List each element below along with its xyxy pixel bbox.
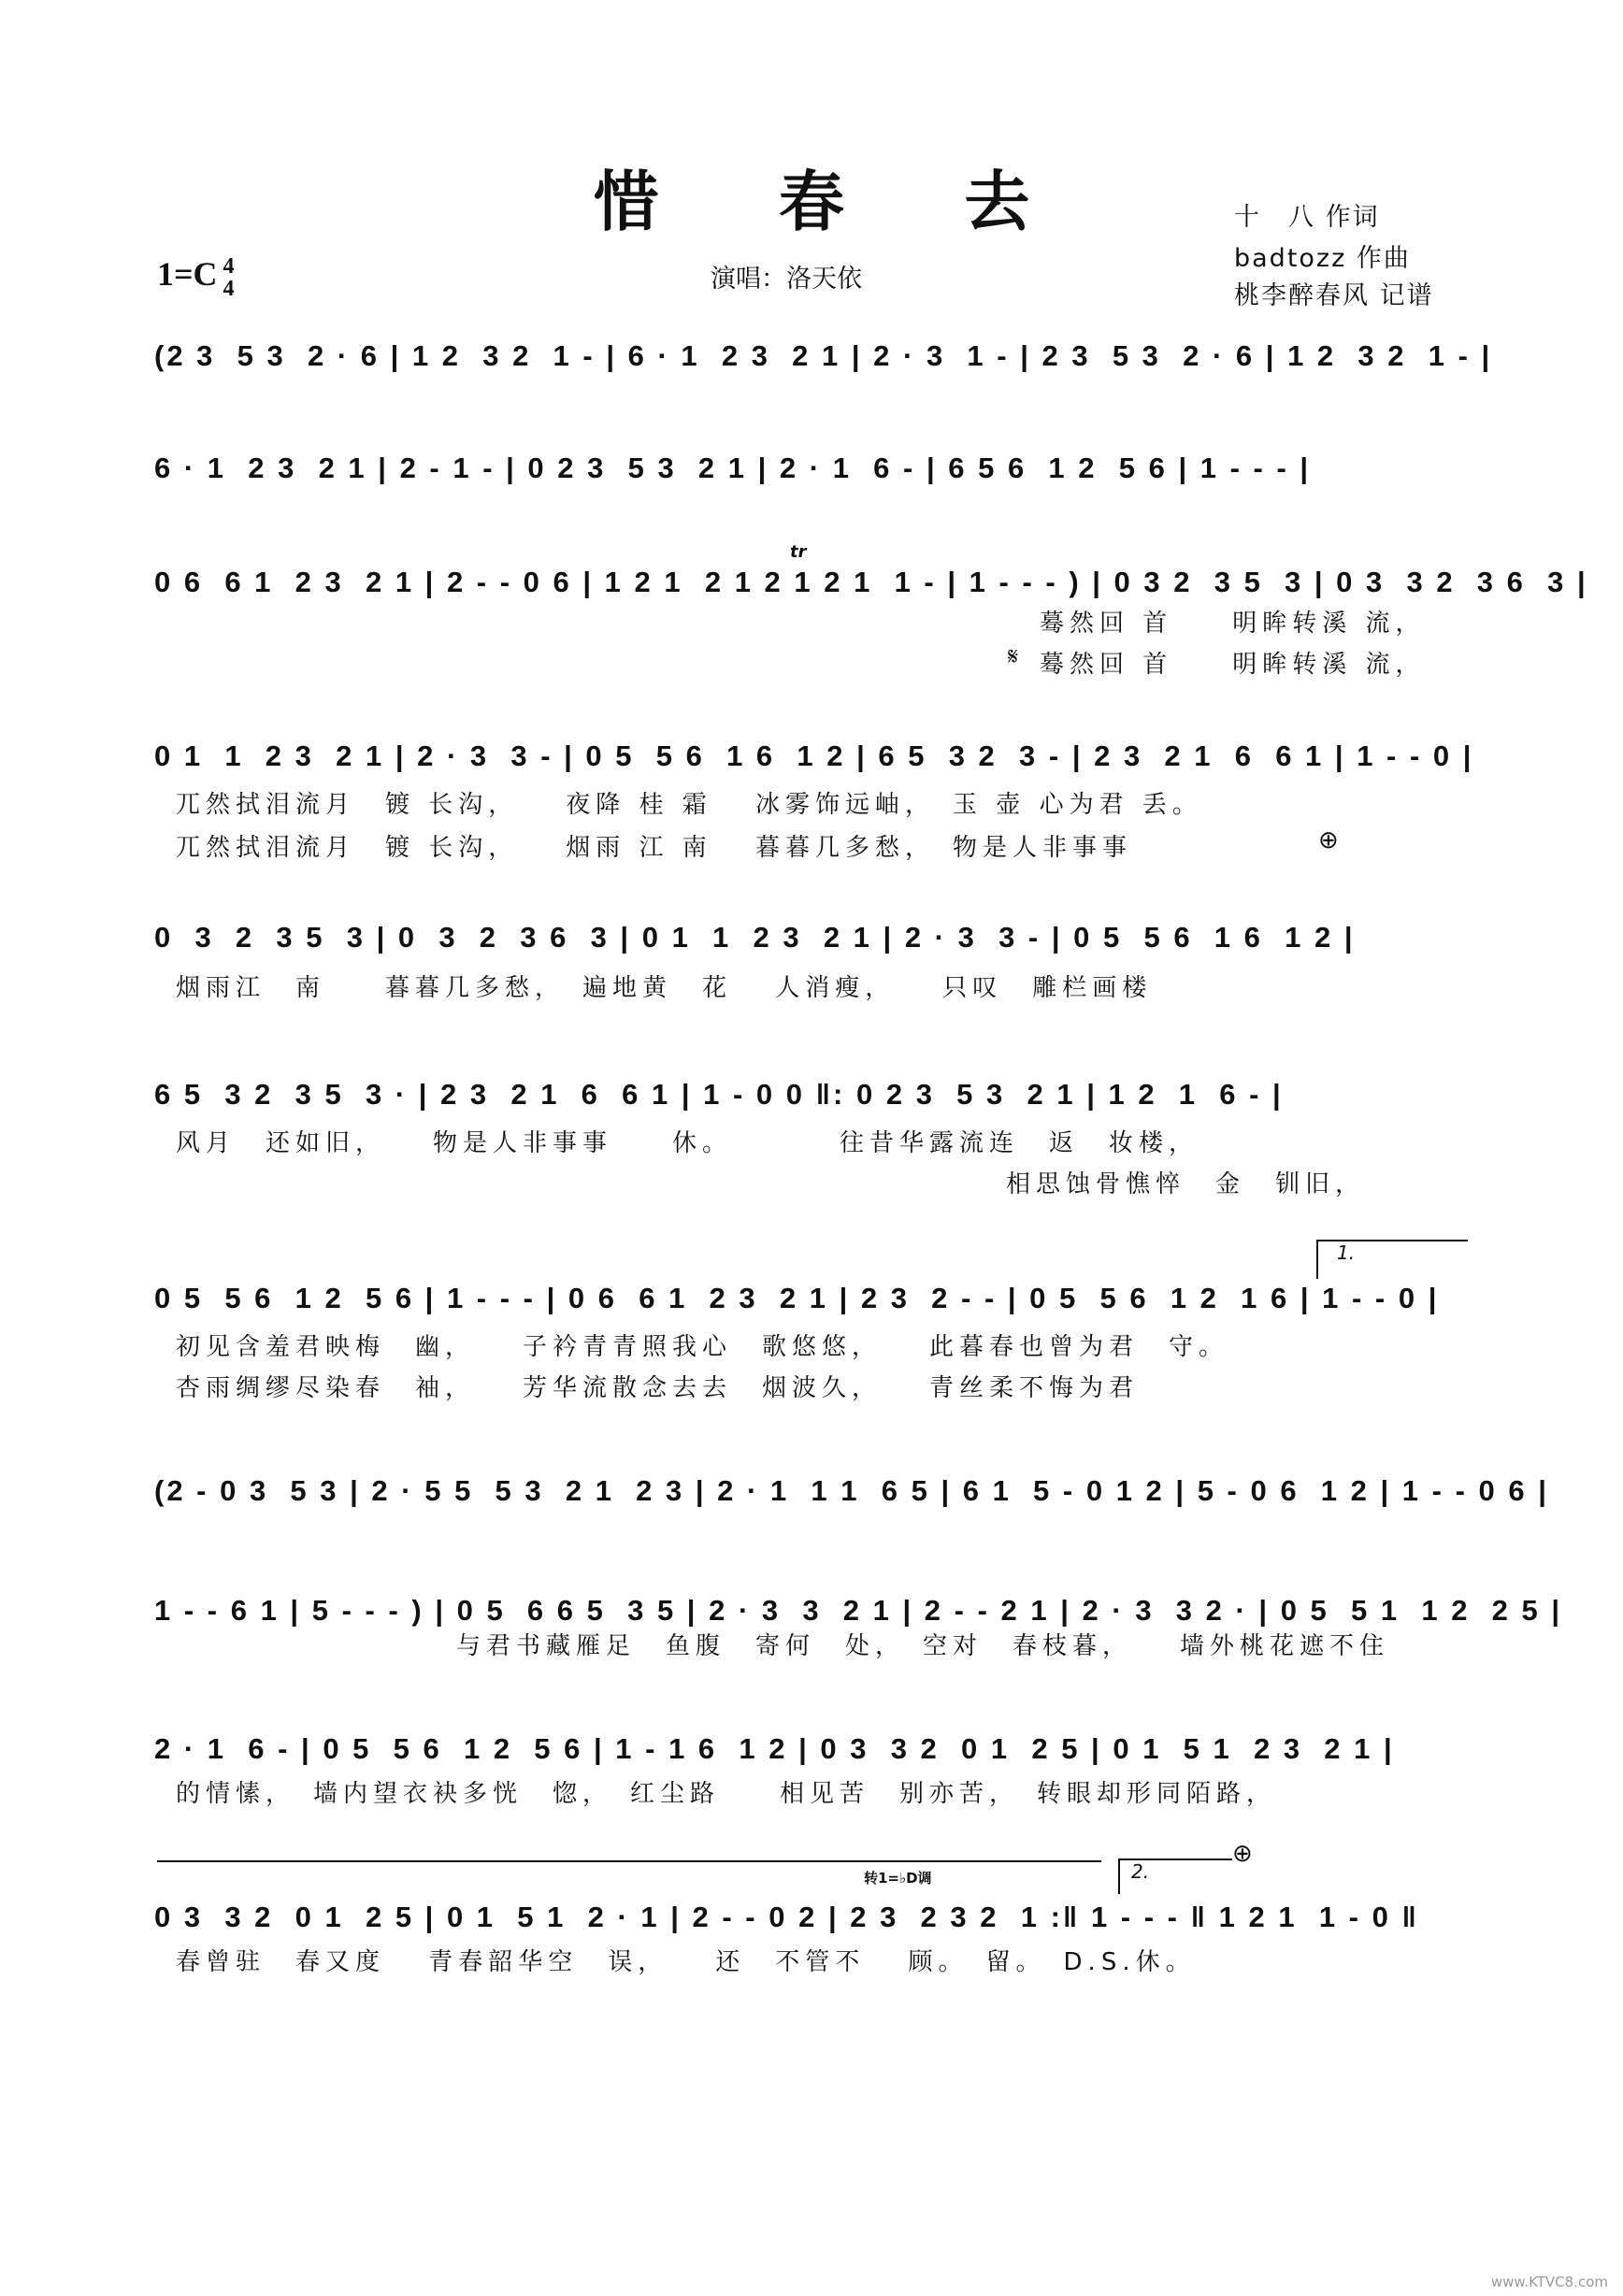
lyric-line: 蓦然回 首 明眸转溪 流， — [1040, 610, 1426, 638]
modulation-mark: 转1=♭D调 — [864, 1870, 932, 1887]
key-label: 1=C — [157, 255, 218, 293]
notation-line-8: (2 - 0 3 5 3 | 2 · 5 5 5 3 2 1 2 3 | 2 · 1 1 1 6 5 | 6 1 5 - 0 1 2 | 5 - 0 6 1 2 | 1 - - 0 6 | — [154, 1474, 1549, 1507]
lyric-line: 相思蚀骨憔悴 金 钏旧， — [1006, 1170, 1366, 1198]
key-signature — [157, 254, 235, 300]
notation-line-5: 0 3 2 3 5 3 | 0 3 2 3 6 3 | 0 1 1 2 3 2 1 | 2 · 3 3 - | 0 5 5 6 1 6 1 2 | — [154, 921, 1356, 954]
notation-line-3: 0 6 6 1 2 3 2 1 | 2 - - 0 6 | 1 2 1 2 1 2 1 2 1 1 - | 1 - - - ) | 0 3 2 3 5 3 | 0 3 3 2 3 6 3 | — [154, 566, 1588, 598]
lyricist-credit: 十 八 作词 — [1234, 203, 1380, 232]
notation-line-7: 0 5 5 6 1 2 5 6 | 1 - - - | 0 6 6 1 2 3 2 1 | 2 3 2 - - | 0 5 5 6 1 2 1 6 | 1 - - 0 | — [154, 1282, 1440, 1314]
lyric-line: 初见含羞君映梅 幽， 子衿青青照我心 歌悠悠， 此暮春也曾为君 守。 — [176, 1333, 1229, 1361]
notation-line-11: 0 3 3 2 0 1 2 5 | 0 1 5 1 2 · 1 | 2 - - 0 2 | 2 3 2 3 2 1 :‖ 1 - - - ‖ 1 2 1 1 - 0 ‖ — [154, 1901, 1419, 1933]
song-title: 惜 春 去 — [593, 163, 1079, 240]
trill-mark: tr — [790, 542, 807, 562]
watermark: www.KTVC8.com — [1490, 2274, 1608, 2290]
lyric-line: 杏雨绸缪尽染春 袖， 芳华流散念去去 烟波久， 青丝柔不悔为君 — [176, 1374, 1140, 1402]
time-numerator: 4 — [223, 253, 235, 279]
composer-credit: badtozz 作曲 — [1234, 244, 1411, 273]
volta-bracket-2 — [1118, 1858, 1232, 1894]
coda-mark: ⊕ — [1232, 1840, 1253, 1868]
volta-label: 2. — [1131, 1860, 1150, 1883]
notation-line-4: 0 1 1 2 3 2 1 | 2 · 3 3 - | 0 5 5 6 1 6 1 2 | 6 5 3 2 3 - | 2 3 2 1 6 6 1 | 1 - - 0 | — [154, 739, 1474, 772]
notation-line-1: (2 3 5 3 2 · 6 | 1 2 3 2 1 - | 6 · 1 2 3 2 1 | 2 · 3 1 - | 2 3 5 3 2 · 6 | 1 2 3 2 1 - | — [154, 339, 1493, 372]
lyric-line: 烟雨江 南 暮暮几多愁， 遍地黄 花 人消瘦， 只叹 雕栏画楼 — [176, 974, 1153, 1002]
notation-line-10: 2 · 1 6 - | 0 5 5 6 1 2 5 6 | 1 - 1 6 1 2 | 0 3 3 2 0 1 2 5 | 0 1 5 1 2 3 2 1 | — [154, 1732, 1395, 1765]
volta-label: 1. — [1337, 1241, 1356, 1264]
notation-line-6: 6 5 3 2 3 5 3 · | 2 3 2 1 6 6 1 | 1 - 0 0 ‖: 0 2 3 5 3 2 1 | 1 2 1 6 - | — [154, 1078, 1284, 1111]
segno-mark: 𝄋 — [1008, 643, 1019, 671]
lyric-line: 春曾驻 春又度 青春韶华空 误， 还 不管不 顾。 留。 D.S.休。 — [176, 1948, 1196, 1976]
lyric-line: 的情愫， 墙内望衣袂多恍 惚， 红尘路 相见苦 别亦苦， 转眼却形同陌路， — [176, 1780, 1277, 1808]
lyric-line: 兀然拭泪流月 镀 长沟， 烟雨 江 南 暮暮几多愁， 物是人非事事 — [176, 834, 1133, 862]
time-denominator: 4 — [223, 276, 235, 301]
notation-line-9: 1 - - 6 1 | 5 - - - ) | 0 5 6 6 5 3 5 | 2 · 3 3 2 1 | 2 - - 2 1 | 2 · 3 3 2 · | 0 5 5 1 1 2 2 5 | — [154, 1594, 1563, 1627]
lyric-line: 与君书藏雁足 鱼腹 寄何 处， 空对 春枝暮， 墙外桃花遮不住 — [456, 1632, 1390, 1660]
lyric-line: 风月 还如旧， 物是人非事事 休。 往昔华露流连 返 妆楼， — [176, 1129, 1199, 1157]
staff-rule — [157, 1860, 1101, 1862]
singer-credit: 演唱：洛天依 — [711, 265, 862, 294]
coda-mark: ⊕ — [1318, 826, 1339, 854]
lyric-line: 蓦然回 首 明眸转溪 流， — [1040, 651, 1426, 679]
transcriber-credit: 桃李醉春风 记谱 — [1234, 281, 1434, 310]
lyric-line: 兀然拭泪流月 镀 长沟， 夜降 桂 霜 冰雾饰远岫， 玉 壶 心为君 丢。 — [176, 791, 1202, 819]
notation-line-2: 6 · 1 2 3 2 1 | 2 - 1 - | 0 2 3 5 3 2 1 | 2 · 1 6 - | 6 5 6 1 2 5 6 | 1 - - - | — [154, 452, 1312, 484]
volta-bracket-1 — [1316, 1240, 1468, 1279]
time-signature — [223, 255, 235, 300]
